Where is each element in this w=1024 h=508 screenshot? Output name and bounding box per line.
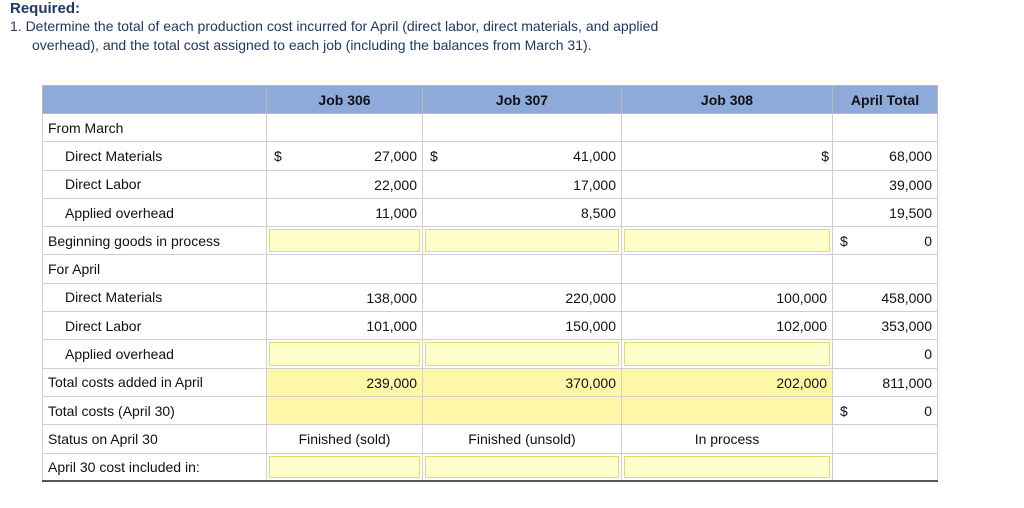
- status-job-307: Finished (unsold): [423, 425, 622, 453]
- table-row: [43, 142, 938, 170]
- table-row: [43, 396, 938, 424]
- row-label: Beginning goods in process: [43, 227, 267, 255]
- cell-value: 17,000: [573, 176, 616, 193]
- cell-value: 220,000: [565, 289, 616, 306]
- table-row: [43, 198, 938, 226]
- cell-value: 68,000: [889, 148, 932, 165]
- header-job-306: Job 306: [267, 86, 423, 114]
- input-overhead-job-306[interactable]: [269, 342, 420, 365]
- instruction-line-2: overhead), and the total cost assigned to each job (including the balances from March 31).: [32, 37, 592, 53]
- row-label-for-april: For April: [43, 255, 267, 283]
- select-included-job-307[interactable]: [425, 456, 619, 479]
- row-label: Applied overhead: [43, 340, 267, 368]
- input-overhead-job-307[interactable]: [425, 342, 619, 365]
- cell-value: 370,000: [565, 374, 616, 391]
- table-row: [43, 114, 938, 142]
- cell-value: 101,000: [366, 318, 417, 335]
- row-label: Direct Labor: [43, 170, 267, 198]
- cell-value: 8,500: [580, 204, 616, 221]
- row-label: Direct Materials: [43, 283, 267, 311]
- table-row: [43, 368, 938, 396]
- job-cost-table: [42, 85, 938, 482]
- cell-value: 27,000: [374, 148, 417, 165]
- cell-value: 39,000: [889, 176, 932, 193]
- input-beginning-job-307[interactable]: [425, 229, 619, 252]
- table-row: [43, 227, 938, 255]
- header-job-308: Job 308: [622, 86, 833, 114]
- row-label: Direct Labor: [43, 312, 267, 340]
- row-label: Direct Materials: [43, 142, 267, 170]
- header-job-307: Job 307: [423, 86, 622, 114]
- cell-value: 22,000: [374, 176, 417, 193]
- input-overhead-job-308[interactable]: [624, 342, 830, 365]
- cell-value: 102,000: [776, 318, 827, 335]
- cell-value: 41,000: [573, 148, 616, 165]
- cell-value: 0: [924, 233, 932, 250]
- cell-value: 239,000: [366, 374, 417, 391]
- currency-symbol: $: [840, 233, 848, 250]
- cell-value: 19,500: [889, 204, 932, 221]
- table-row: [43, 312, 938, 340]
- currency-symbol: $: [840, 402, 848, 419]
- input-total-costs-job-307[interactable]: [423, 396, 622, 424]
- table-row: [43, 283, 938, 311]
- input-total-costs-job-308[interactable]: [622, 396, 833, 424]
- cell-value: 811,000: [882, 374, 932, 391]
- row-label: Total costs added in April: [43, 368, 267, 396]
- header-row: [43, 86, 938, 114]
- cell-value: 150,000: [565, 318, 616, 335]
- required-heading: Required:: [10, 0, 81, 17]
- currency-symbol: $: [821, 148, 829, 165]
- row-label-from-march: From March: [43, 114, 267, 142]
- input-total-added-job-308[interactable]: [622, 368, 833, 396]
- row-label: Applied overhead: [43, 198, 267, 226]
- cell-value: 138,000: [366, 289, 417, 306]
- input-beginning-job-308[interactable]: [624, 229, 830, 252]
- cell-value: 100,000: [776, 289, 827, 306]
- status-job-306: Finished (sold): [267, 425, 423, 453]
- input-beginning-job-306[interactable]: [269, 229, 420, 252]
- input-total-added-job-307[interactable]: [423, 368, 622, 396]
- cell-value: 0: [924, 346, 932, 363]
- row-label: Status on April 30: [43, 425, 267, 453]
- table-row: [43, 340, 938, 368]
- header-blank: [43, 86, 267, 114]
- row-label: April 30 cost included in:: [43, 453, 267, 481]
- cell-value: 202,000: [776, 374, 827, 391]
- header-april-total: April Total: [833, 86, 938, 114]
- instruction-line-1: 1. Determine the total of each production cost incurred for April (direct labor, direct materials, and applied: [10, 18, 659, 34]
- table-row: [43, 425, 938, 453]
- select-included-job-308[interactable]: [624, 456, 830, 479]
- cell-value: 11,000: [375, 204, 417, 221]
- status-job-308: In process: [622, 425, 833, 453]
- select-included-job-306[interactable]: [269, 456, 420, 479]
- table-row: [43, 453, 938, 481]
- currency-symbol: $: [274, 148, 282, 165]
- input-total-added-job-306[interactable]: [267, 368, 423, 396]
- cell-value: 458,000: [881, 289, 932, 306]
- currency-symbol: $: [430, 148, 438, 165]
- cell-value: 0: [924, 402, 932, 419]
- table-row: [43, 170, 938, 198]
- table-row: [43, 255, 938, 283]
- cell-value: 353,000: [881, 318, 932, 335]
- row-label: Total costs (April 30): [43, 396, 267, 424]
- input-total-costs-job-306[interactable]: [267, 396, 423, 424]
